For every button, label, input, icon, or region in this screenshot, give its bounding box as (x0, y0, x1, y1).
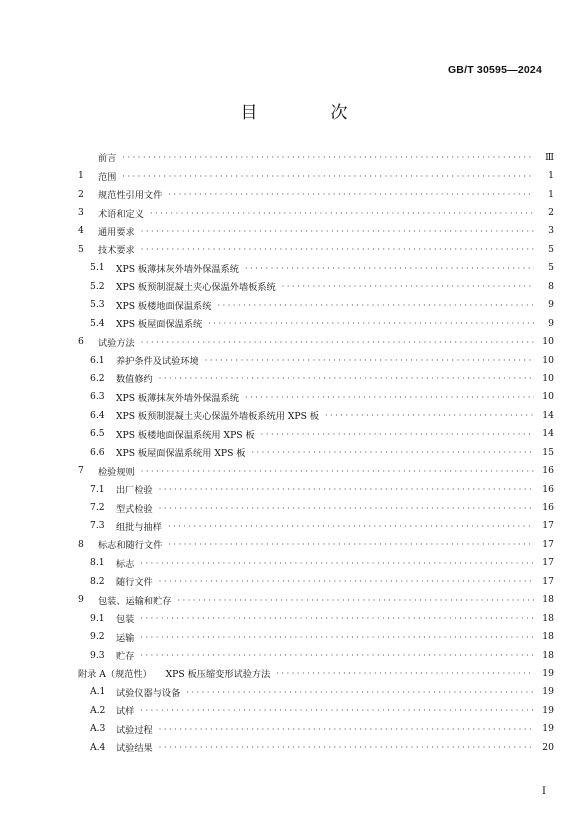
toc-entry-label: 包装、运输和贮存 (98, 595, 172, 607)
toc-entry-page: 15 (542, 446, 554, 458)
toc-entry-page: 3 (548, 225, 554, 237)
toc-entry[interactable] (78, 498, 554, 516)
dot-leader (159, 726, 534, 734)
toc-entry-label: 附录 A（规范性） XPS 板压缩变形试验方法 (78, 669, 271, 681)
toc-entry-page: 17 (542, 538, 554, 550)
toc-entry-label: XPS 板薄抹灰外墙外保温系统 (116, 392, 239, 404)
toc-entry-label: 包装 (116, 614, 135, 626)
table-of-contents (78, 148, 554, 756)
toc-entry-number: 5.4 (90, 317, 105, 329)
dot-leader (141, 468, 534, 476)
dot-leader (140, 707, 534, 715)
toc-entry-label: XPS 板楼地面保温系统 (116, 300, 212, 312)
toc-entry-label: 通用要求 (98, 226, 135, 238)
toc-entry-page: 8 (548, 280, 554, 292)
toc-entry-number: 9.1 (90, 612, 105, 624)
toc-entry[interactable] (78, 591, 554, 609)
toc-entry-page: 9 (548, 299, 554, 311)
toc-entry-page: 1 (548, 188, 554, 200)
toc-entry-page: 17 (542, 557, 554, 569)
dot-leader (141, 339, 534, 347)
toc-entry-label: 范围 (98, 171, 117, 183)
dot-leader (140, 634, 534, 642)
toc-entry-number: A.4 (90, 741, 106, 753)
dot-leader (208, 320, 534, 328)
toc-entry-page: 5 (548, 262, 554, 274)
dot-leader (141, 228, 534, 236)
dot-leader (168, 541, 534, 549)
toc-entry-page: 10 (542, 391, 554, 403)
dot-leader (140, 560, 534, 568)
toc-entry[interactable] (78, 701, 554, 719)
dot-leader (141, 246, 534, 254)
dot-leader (245, 265, 534, 273)
toc-entry-number: 5.1 (90, 262, 105, 274)
dot-leader (159, 375, 534, 383)
toc-entry[interactable] (78, 554, 554, 572)
toc-entry-label: XPS 板预制混凝土夹心保温外墙板系统用 XPS 板 (116, 411, 319, 423)
toc-entry[interactable] (78, 351, 554, 369)
toc-entry[interactable] (78, 296, 554, 314)
toc-entry-page: 18 (542, 631, 554, 643)
toc-entry-page: 10 (542, 372, 554, 384)
toc-entry-number: 7.3 (90, 520, 105, 532)
toc-entry-label: 检验规则 (98, 466, 135, 478)
toc-entry-page: 9 (548, 317, 554, 329)
toc-entry[interactable] (78, 148, 554, 166)
dot-leader (251, 449, 534, 457)
dot-leader (159, 578, 534, 586)
toc-entry-page: 17 (542, 520, 554, 532)
toc-entry[interactable] (78, 720, 554, 738)
toc-entry-page: 10 (542, 336, 554, 348)
toc-entry-page: 19 (542, 686, 554, 698)
toc-entry-number: 6 (78, 336, 84, 348)
toc-entry[interactable] (78, 203, 554, 221)
toc-entry[interactable] (78, 166, 554, 184)
toc-entry[interactable] (78, 406, 554, 424)
toc-entry-page: 19 (542, 723, 554, 735)
toc-entry-number: 6.5 (90, 428, 105, 440)
toc-entry-page: 20 (542, 741, 554, 753)
toc-entry[interactable] (78, 480, 554, 498)
toc-entry-page: 17 (542, 575, 554, 587)
toc-entry-number: 8.2 (90, 575, 105, 587)
dot-leader (140, 615, 534, 623)
toc-entry-label: 随行文件 (116, 577, 153, 589)
toc-entry-number: 5 (78, 243, 84, 255)
toc-entry[interactable] (78, 535, 554, 553)
toc-entry-number: 6.1 (90, 354, 105, 366)
dot-leader (245, 394, 534, 402)
toc-entry-label: 试验方法 (98, 337, 135, 349)
toc-entry-page: 14 (542, 428, 554, 440)
dot-leader (159, 505, 534, 513)
page-title: 目 次 (240, 103, 376, 123)
page-number: I (542, 786, 546, 797)
standard-code: GB/T 30595—2024 (447, 64, 542, 76)
toc-entry-number: 9.3 (90, 649, 105, 661)
dot-leader (140, 652, 534, 660)
toc-entry[interactable] (78, 369, 554, 387)
toc-entry-label: 数值修约 (116, 374, 153, 386)
toc-entry-page: 14 (542, 409, 554, 421)
toc-entry-label: 试验过程 (116, 724, 153, 736)
toc-entry[interactable] (78, 240, 554, 258)
dot-leader (276, 670, 534, 678)
toc-entry-label: 规范性引用文件 (98, 190, 163, 202)
toc-entry-label: 贮存 (116, 651, 135, 663)
toc-entry-label: 试样 (116, 706, 135, 718)
dot-leader (186, 689, 534, 697)
toc-entry-page: 18 (542, 649, 554, 661)
toc-entry[interactable] (78, 572, 554, 590)
toc-entry-page: 1 (548, 170, 554, 182)
dot-leader (282, 283, 534, 291)
toc-entry-number: A.2 (90, 704, 106, 716)
toc-entry-label: 术语和定义 (98, 208, 144, 220)
toc-entry[interactable] (78, 185, 554, 203)
toc-entry-number: 6.2 (90, 372, 105, 384)
toc-entry-number: 7.1 (90, 483, 105, 495)
toc-entry-label: 试验仪器与设备 (116, 687, 181, 699)
toc-entry-number: 5.3 (90, 299, 105, 311)
toc-entry-page: 19 (542, 704, 554, 716)
toc-entry[interactable] (78, 332, 554, 350)
toc-entry-label: 标志和随行文件 (98, 540, 163, 552)
toc-entry-label: XPS 板屋面保温系统 (116, 319, 203, 331)
dot-leader (159, 486, 534, 494)
toc-entry-number: 3 (78, 207, 84, 219)
dot-leader (168, 523, 534, 531)
toc-entry[interactable] (78, 609, 554, 627)
toc-entry-number: 8.1 (90, 557, 105, 569)
toc-entry-label: 标志 (116, 558, 135, 570)
toc-entry-number: 4 (78, 225, 84, 237)
toc-entry-number: 5.2 (90, 280, 105, 292)
toc-entry[interactable] (78, 461, 554, 479)
toc-entry-label: 试验结果 (116, 743, 153, 755)
toc-entry[interactable] (78, 664, 554, 682)
toc-entry-page: 19 (542, 667, 554, 679)
toc-entry-number: 1 (78, 170, 84, 182)
toc-entry[interactable] (78, 259, 554, 277)
toc-entry-page: Ⅲ (545, 151, 554, 163)
toc-entry-page: 18 (542, 594, 554, 606)
dot-leader (122, 173, 534, 181)
toc-entry[interactable] (78, 277, 554, 295)
toc-entry[interactable] (78, 388, 554, 406)
toc-entry-number: 6.4 (90, 409, 105, 421)
dot-leader (122, 154, 534, 162)
toc-entry[interactable] (78, 646, 554, 664)
toc-entry[interactable] (78, 627, 554, 645)
toc-entry-label: 前言 (98, 153, 117, 165)
dot-leader (261, 431, 534, 439)
dot-leader (159, 744, 534, 752)
toc-entry-label: 技术要求 (98, 245, 135, 257)
toc-entry[interactable] (78, 517, 554, 535)
toc-entry-number: 7.2 (90, 502, 105, 514)
toc-entry-page: 10 (542, 354, 554, 366)
toc-entry-number: 6.6 (90, 446, 105, 458)
toc-entry-page: 2 (548, 207, 554, 219)
toc-entry[interactable] (78, 443, 554, 461)
toc-entry-label: 组批与抽样 (116, 521, 162, 533)
toc-entry-number: 7 (78, 465, 84, 477)
toc-entry-label: XPS 板薄抹灰外墙外保温系统 (116, 263, 239, 275)
toc-entry-number: 2 (78, 188, 84, 200)
dot-leader (325, 412, 534, 420)
toc-entry-page: 16 (542, 483, 554, 495)
dot-leader (150, 210, 534, 218)
toc-entry-label: XPS 板楼地面保温系统用 XPS 板 (116, 429, 255, 441)
toc-entry-label: 出厂检验 (116, 485, 153, 497)
toc-entry-label: 运输 (116, 632, 135, 644)
toc-entry[interactable] (78, 425, 554, 443)
dot-leader (217, 302, 534, 310)
toc-entry[interactable] (78, 222, 554, 240)
toc-entry-page: 5 (548, 243, 554, 255)
toc-entry-label: XPS 板屋面保温系统用 XPS 板 (116, 448, 246, 460)
toc-entry-number: 6.3 (90, 391, 105, 403)
toc-entry[interactable] (78, 683, 554, 701)
toc-entry[interactable] (78, 738, 554, 756)
toc-entry-number: A.1 (90, 686, 106, 698)
toc-entry[interactable] (78, 314, 554, 332)
toc-entry-label: 型式检验 (116, 503, 153, 515)
dot-leader (205, 357, 534, 365)
toc-entry-number: 9.2 (90, 631, 105, 643)
toc-entry-page: 18 (542, 612, 554, 624)
toc-entry-number: A.3 (90, 723, 106, 735)
dot-leader (168, 191, 534, 199)
toc-entry-page: 16 (542, 465, 554, 477)
toc-entry-label: 养护条件及试验环境 (116, 356, 199, 368)
dot-leader (178, 597, 535, 605)
toc-entry-page: 16 (542, 502, 554, 514)
toc-entry-number: 9 (78, 594, 84, 606)
toc-entry-number: 8 (78, 538, 84, 550)
toc-entry-label: XPS 板预制混凝土夹心保温外墙板系统 (116, 282, 276, 294)
